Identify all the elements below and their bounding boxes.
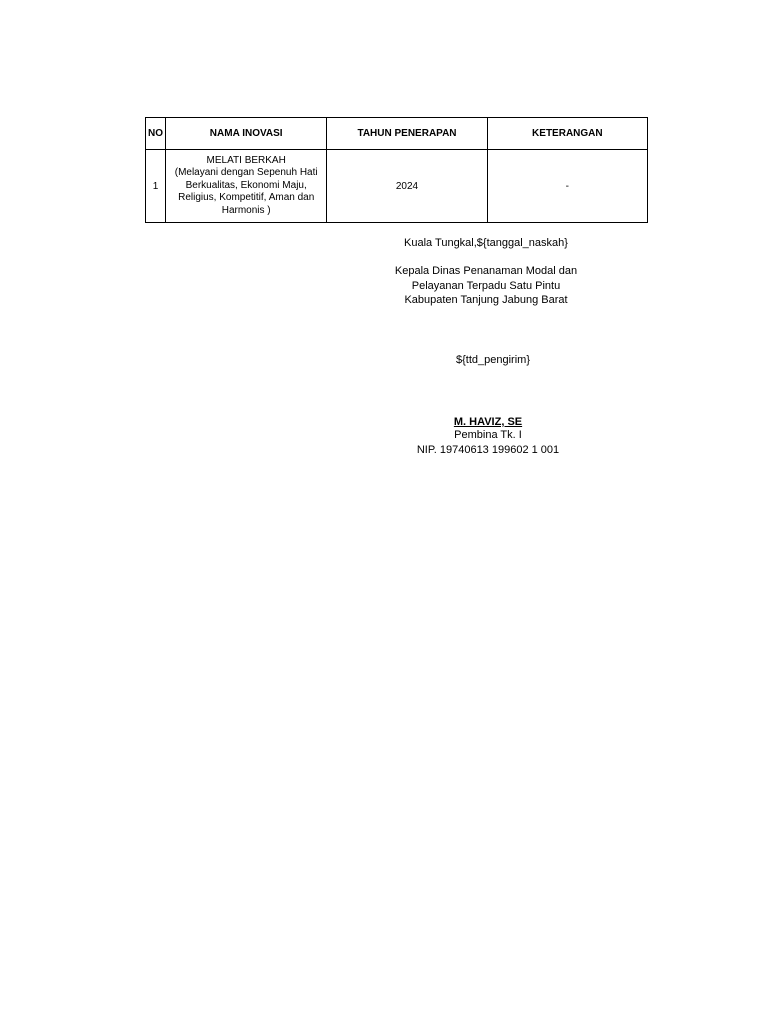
nama-line: Berkualitas, Ekonomi Maju,: [185, 179, 307, 191]
cell-nama-inovasi: [166, 150, 327, 223]
cell-no: 1: [146, 150, 166, 223]
innovation-table: [145, 117, 648, 223]
signer-nip: NIP. 19740613 199602 1 001: [416, 444, 560, 456]
nama-line: MELATI BERKAH: [206, 154, 286, 166]
signer-position: [336, 264, 636, 308]
header-no: NO: [146, 118, 166, 150]
signature-placeholder: ${ttd_pengirim}: [456, 354, 530, 366]
table-header-row: [146, 118, 648, 150]
position-line: Kepala Dinas Penanaman Modal dan: [394, 265, 578, 277]
cell-tahun-penerapan: 2024: [327, 150, 487, 223]
position-line: Kabupaten Tanjung Jabung Barat: [404, 294, 568, 306]
position-line: Pelayanan Terpadu Satu Pintu: [411, 279, 561, 292]
table-row: [146, 150, 648, 223]
header-tahun-penerapan: TAHUN PENERAPAN: [327, 118, 487, 150]
nama-line: Harmonis ): [221, 204, 271, 216]
signer-name: M. HAVIZ, SE: [453, 416, 523, 428]
nama-line: (Melayani dengan Sepenuh Hati: [174, 167, 318, 179]
place-date: Kuala Tungkal,${tanggal_naskah}: [404, 237, 568, 249]
header-keterangan: KETERANGAN: [487, 118, 647, 150]
cell-keterangan: -: [487, 150, 647, 223]
header-nama-inovasi: NAMA INOVASI: [166, 118, 327, 150]
nama-line: Religius, Kompetitif, Aman dan: [178, 192, 315, 204]
signer-rank: Pembina Tk. I: [454, 429, 522, 441]
